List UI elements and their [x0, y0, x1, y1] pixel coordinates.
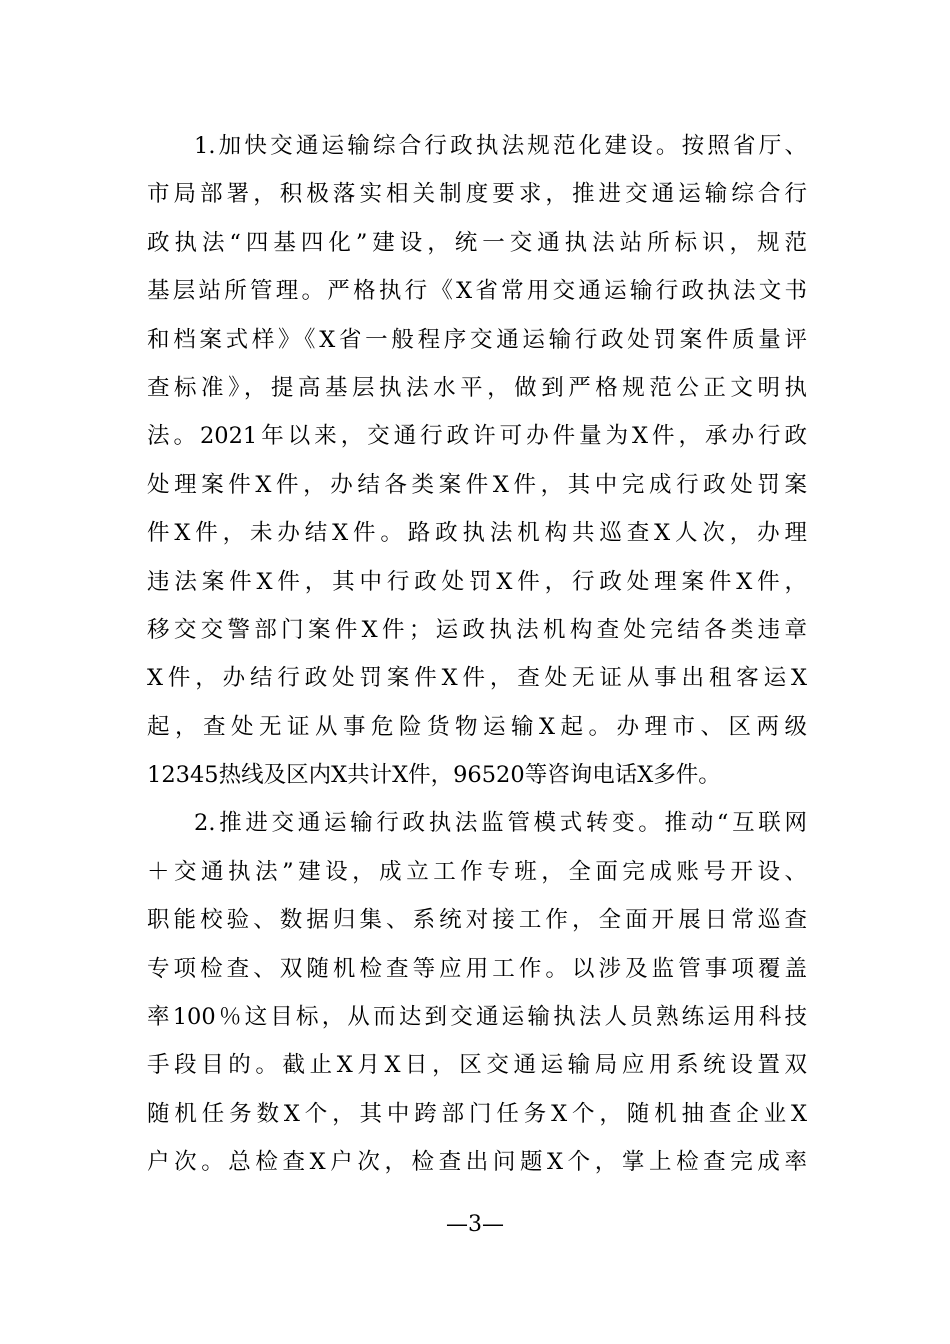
text-line: 职能校验、数据归集、系统对接工作，全面开展日常巡查	[147, 907, 807, 934]
text-line: 和档案式样》《X省一般程序交通运输行政处罚案件质量评	[147, 326, 807, 353]
text-line: 移交交警部门案件X件；运政执法机构查处完结各类违章	[147, 616, 807, 643]
text-line: 手段目的。截止X月X日，区交通运输局应用系统设置双	[147, 1052, 807, 1079]
page-number: —3—	[446, 1212, 504, 1237]
text-line: 市局部署，积极落实相关制度要求，推进交通运输综合行	[147, 181, 807, 208]
text-line: 基层站所管理。严格执行《X省常用交通运输行政执法文书	[147, 278, 807, 305]
paragraph-1	[147, 122, 807, 799]
text-line: ＋交通执法”建设，成立工作专班，全面完成账号开设、	[147, 858, 807, 885]
text-line: 查标准》，提高基层执法水平，做到严格规范公正文明执	[147, 374, 807, 401]
text-line: 件X件，未办结X件。路政执法机构共巡查X人次，办理	[147, 520, 807, 547]
text-line: 起，查处无证从事危险货物运输X起。办理市、区两级	[147, 713, 807, 740]
text-line: 随机任务数X个，其中跨部门任务X个，随机抽查企业X	[147, 1100, 807, 1127]
text-line: 12345热线及区内X共计X件，96520等咨询电话X多件。	[147, 762, 721, 789]
text-line: 1.加快交通运输综合行政执法规范化建设。按照省厅、	[194, 133, 807, 159]
text-line: 专项检查、双随机检查等应用工作。以涉及监管事项覆盖	[147, 955, 807, 982]
text-line: 率100％这目标，从而达到交通运输执法人员熟练运用科技	[147, 1004, 807, 1031]
paragraph-2	[147, 799, 807, 1186]
text-line: 2.推进交通运输行政执法监管模式转变。推动“互联网	[194, 810, 807, 837]
text-line: 违法案件X件，其中行政处罚X件，行政处理案件X件，	[147, 568, 807, 595]
document-body	[147, 122, 807, 1187]
text-line: 法。2021年以来，交通行政许可办件量为X件，承办行政	[147, 423, 807, 450]
text-line: 户次。总检查X户次，检查出问题X个，掌上检查完成率	[147, 1149, 807, 1176]
text-line: 政执法“四基四化”建设，统一交通执法站所标识，规范	[147, 229, 807, 256]
text-line: 处理案件X件，办结各类案件X件，其中完成行政处罚案	[147, 471, 807, 498]
text-line: X件，办结行政处罚案件X件，查处无证从事出租客运X	[147, 665, 807, 692]
